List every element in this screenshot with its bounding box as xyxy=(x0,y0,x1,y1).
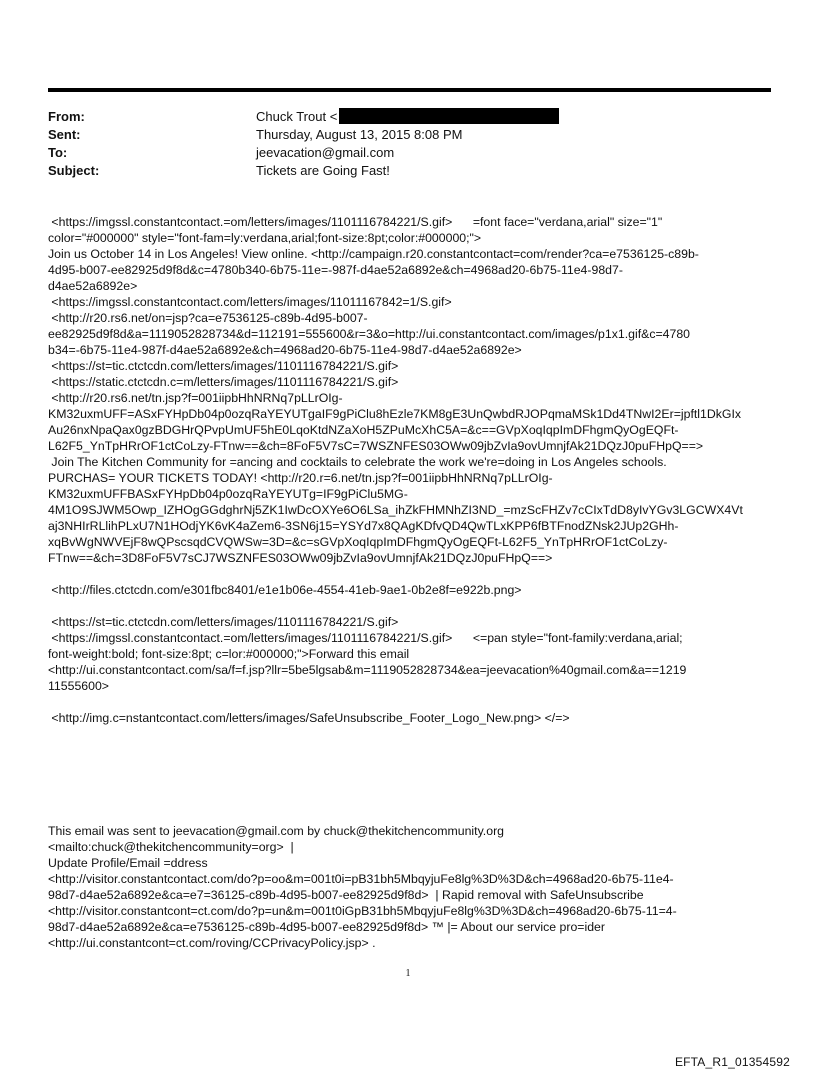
body-line: <http://r20.rs6.net/on=jsp?ca=e7536125-c89b-4d95-b007- xyxy=(48,311,368,325)
body-line: font-weight:bold; font-size:8pt; c=lor:#000000;">Forward this email xyxy=(48,647,410,661)
body-line: aj3NHIrRLlihPLxU7N1HOdjYK6vK4aZem6-3SN6j15=YSYd7x8QAgKDfvQD4QwTLxKPP6fBTFnodZNsk2JUp2GHh- xyxy=(48,519,679,533)
body-line: d4ae52a6892e> xyxy=(48,279,138,293)
subject-value: Tickets are Going Fast! xyxy=(256,163,390,178)
body-line: FTnw==&ch=3D8FoF5V7sCJ7WSZNFES03OWw09jbZvIa9ovUmnjfAk21DQzJ0puFHpQ==> xyxy=(48,551,553,565)
email-footer xyxy=(48,823,772,951)
subject-label: Subject: xyxy=(48,163,100,178)
from-label: From: xyxy=(48,109,85,124)
from-value-text: Chuck Trout < xyxy=(256,109,338,124)
body-line: <http://files.ctctcdn.com/e301fbc8401/e1e1b06e-4554-41eb-9ae1-0b2e8f=e922b.png> xyxy=(48,583,522,597)
email-header xyxy=(48,108,768,180)
body-line: color="#000000" style="font-fam=ly:verdana,arial;font-size:8pt;color:#000000;"> xyxy=(48,231,482,245)
footer-line: Update Profile/Email =ddress xyxy=(48,856,208,870)
body-line: PURCHAS= YOUR TICKETS TODAY! <http://r20.r=6.net/tn.jsp?f=001iipbHhNRNq7pLLrOIg- xyxy=(48,471,553,485)
body-line: Join The Kitchen Community for =ancing and cocktails to celebrate the work we're=doing in Los Angeles schools. xyxy=(48,455,667,469)
footer-line: <http://visitor.constantcont=ct.com/do?p=un&m=001t0iGpB31bh5MbqyjuFe8lg%3D%3D&ch=4968ad20-6b75-11=4- xyxy=(48,904,677,918)
body-line: <https://st=tic.ctctcdn.com/letters/images/1101116784221/S.gif> xyxy=(48,359,399,373)
to-label: To: xyxy=(48,145,68,160)
body-line xyxy=(48,566,772,582)
to-value: jeevacation@gmail.com xyxy=(256,145,395,160)
bates-stamp: EFTA_R1_01354592 xyxy=(674,1055,790,1069)
footer-line: 98d7-d4ae52a6892e&ca=e7536125-c89b-4d95-b007-ee82925d9f8d> ™ |= About our service pro=ider xyxy=(48,920,605,934)
body-line: KM32uxmUFF=ASxFYHpDb04p0ozqRaYEYUTgaIF9gPiClu8hEzle7KM8gE3UnQwbdRJOPqmaMSk1Dd4TNwI2Er=jpftl1DkGIx xyxy=(48,407,742,421)
page-number: 1 xyxy=(405,968,411,979)
redaction-bar xyxy=(339,108,559,124)
body-line: b34=-6b75-11e4-987f-d4ae52a6892e&ch=4968ad20-6b75-11e4-98d7-d4ae52a6892e> xyxy=(48,343,522,357)
body-line: L62F5_YnTpHRrOF1ctCoLzy-FTnw==&ch=8FoF5V7sC=7WSZNFES03OWw09jbZvIa9ovUmnjfAk21DQzJ0puFHpQ==> xyxy=(48,439,704,453)
sent-label: Sent: xyxy=(48,127,81,142)
body-line: KM32uxmUFFBASxFYHpDb04p0ozqRaYEYUTg=IF9gPiClu5MG- xyxy=(48,487,408,501)
header-rule xyxy=(48,88,771,92)
body-line: <http://img.c=nstantcontact.com/letters/images/SafeUnsubscribe_Footer_Logo_New.png> </=> xyxy=(48,711,570,725)
body-line: <https://imgssl.constantcontact.=om/letters/images/1101116784221/S.gif> <=pan style="font-family:verdana,arial; xyxy=(48,631,683,645)
body-line: <https://static.ctctcdn.c=m/letters/images/1101116784221/S.gif> xyxy=(48,375,399,389)
subject-row xyxy=(48,162,768,180)
sent-row xyxy=(48,126,768,144)
body-line: Au26nxNpaQax0gzBDGHrQPvpUmUF5hE0LqoKtdNZaXoH5ZPuMcXhC5A=&c==GVpXoqIqpImDFhgmQyOgEQFt- xyxy=(48,423,679,437)
footer-line: 98d7-d4ae52a6892e&ca=e7=36125-c89b-4d95-b007-ee82925d9f8d> | Rapid removal with SafeUnsubscribe xyxy=(48,888,644,902)
body-line: 4M1O9SJWM5Owp_IZHOgGGdghrNj5ZK1IwDcOXYe6O6LSa_ihZkFHMNhZI3ND_=mzScFHZv7cCIxTdD8yIvYGv3LGCWX4Vt xyxy=(48,503,743,517)
body-line: 11555600> xyxy=(48,679,109,693)
footer-line: <http://ui.constantcont=ct.com/roving/CCPrivacyPolicy.jsp> . xyxy=(48,936,376,950)
from-value xyxy=(256,108,768,126)
to-row xyxy=(48,144,768,162)
from-row xyxy=(48,108,768,126)
body-line: 4d95-b007-ee82925d9f8d&c=4780b340-6b75-11e=-987f-d4ae52a6892e&ch=4968ad20-6b75-11e4-98d7- xyxy=(48,263,623,277)
body-line: ee82925d9f8d&a=1119052828734&d=112191=555600&r=3&o=http://ui.constantcontact.com/images/p1x1.gif&c=4780 xyxy=(48,327,691,341)
body-line: <https://imgssl.constantcontact.=om/letters/images/1101116784221/S.gif> =font face="verdana,arial" size="1" xyxy=(48,215,663,229)
body-line: <http://r20.rs6.net/tn.jsp?f=001iipbHhNRNq7pLLrOIg- xyxy=(48,391,343,405)
body-line: <https://st=tic.ctctcdn.com/letters/images/1101116784221/S.gif> xyxy=(48,615,399,629)
body-line: <https://imgssl.constantcontact.com/letters/images/11011167842=1/S.gif> xyxy=(48,295,452,309)
body-line: Join us October 14 in Los Angeles! View online. <http://campaign.r20.constantcontact=com/render?ca=e7536125-c89b- xyxy=(48,247,699,261)
email-body xyxy=(48,214,772,726)
body-line: <http://ui.constantcontact.com/sa/f=f.jsp?llr=5be5lgsab&m=1119052828734&ea=jeevacation%40gmail.com&a==1219 xyxy=(48,663,687,677)
body-line xyxy=(48,598,772,614)
footer-line: <http://visitor.constantcontact.com/do?p=oo&m=001t0i=pB31bh5MbqyjuFe8lg%3D%3D&ch=4968ad20-6b75-11e4- xyxy=(48,872,674,886)
footer-line: This email was sent to jeevacation@gmail.com by chuck@thekitchencommunity.org xyxy=(48,824,504,838)
body-line: xqBvWgNWVEjF8wQPscsqdCVQWSw=3D=&c=sGVpXoqIqpImDFhgmQyOgEQFt-L62F5_YnTpHRrOF1ctCoLzy- xyxy=(48,535,668,549)
sent-value: Thursday, August 13, 2015 8:08 PM xyxy=(256,127,463,142)
body-line xyxy=(48,694,772,710)
footer-line: <mailto:chuck@thekitchencommunity=org> | xyxy=(48,840,294,854)
